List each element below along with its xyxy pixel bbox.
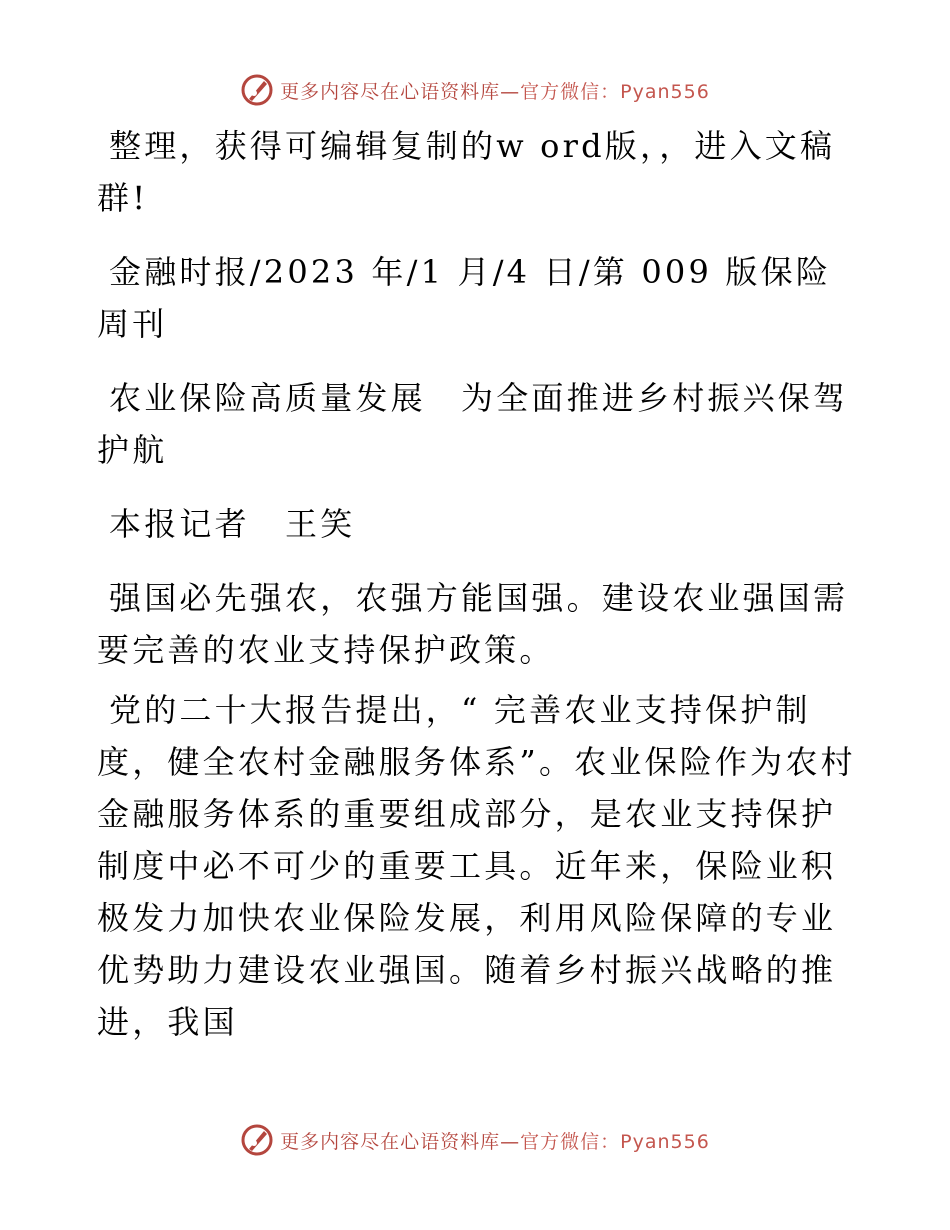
banner-site-text: 更多内容尽在心语资料库 (280, 80, 501, 103)
body-paragraph-1: 强国必先强农，农强方能国强。建设农业强国需要完善的农业支持保护政策。 (97, 579, 849, 669)
source-line: 金融时报/2023 年/1 月/4 日/第 009 版保险周刊 (97, 253, 832, 343)
intro-note: 整理，获得可编辑复制的w ord版，，进入文稿群! (97, 127, 836, 217)
footer-site-text: 更多内容尽在心语资料库 (280, 1130, 501, 1153)
document-body (97, 120, 857, 1056)
feather-pen-logo-icon (240, 73, 274, 107)
banner-dash: — (500, 80, 521, 103)
feather-pen-logo-icon (240, 1123, 274, 1157)
article-title: 农业保险高质量发展 为全面推进乡村振兴保驾护航 (97, 379, 849, 469)
footer-dash: — (500, 1130, 521, 1153)
body-paragraph-2: 党的二十大报告提出，“ 完善农业支持保护制度，健全农村金融服务体系”。农业保险作为农村金融服务体系的重要组成部分，是农业支持保护制度中必不可少的重要工具。近年来，保险业积极发力加快农业保险发展，利用风险保障的专业优势助力建设农业强国。随着乡村振兴战略的推进，我国 (97, 691, 856, 1041)
footer-wechat-label: 官方微信：Pyan556 (520, 1130, 710, 1153)
footer-banner (0, 1120, 950, 1160)
byline: 本报记者 王笑 (109, 505, 356, 543)
banner-wechat-label: 官方微信：Pyan556 (520, 80, 710, 103)
header-banner (0, 70, 950, 110)
